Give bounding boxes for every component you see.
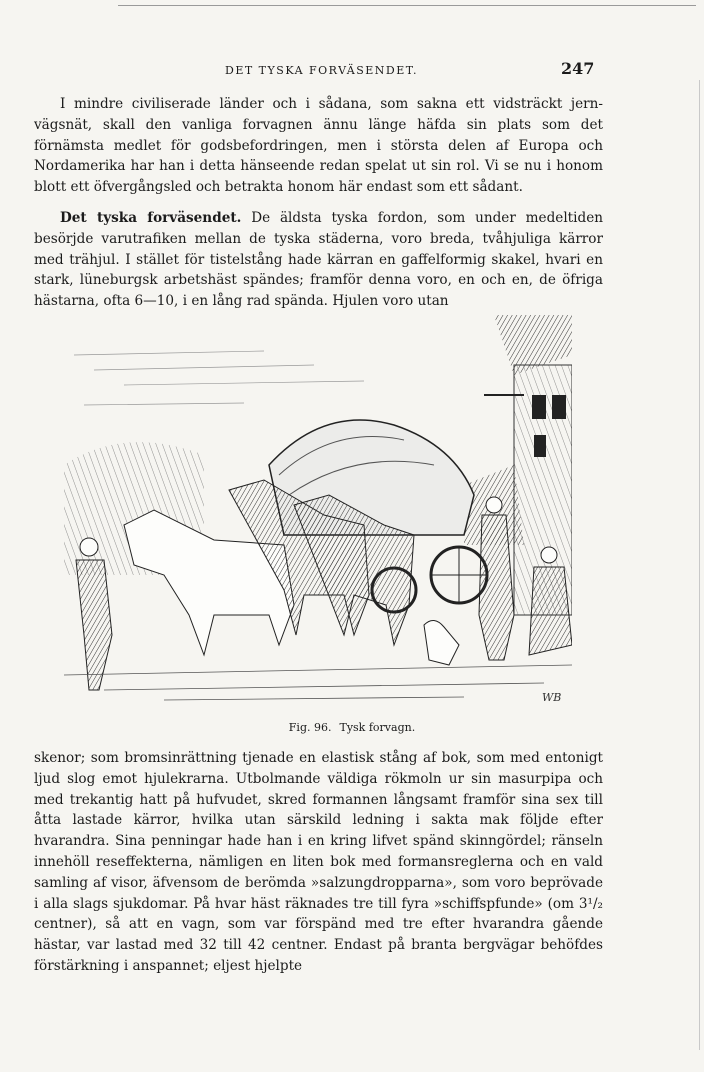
- page-edge-rule: [699, 80, 700, 1050]
- paragraph-tyska-forvasendet: [34, 208, 603, 312]
- figure-caption-text: Tysk forvagn.: [339, 721, 416, 734]
- figure-label: Fig. 96.: [288, 721, 332, 734]
- running-title: DET TYSKA FORVÄSENDET.: [225, 64, 418, 77]
- figure-caption: [0, 721, 704, 734]
- section-heading: Det tyska forväsendet.: [60, 210, 242, 226]
- top-rule: [118, 5, 696, 6]
- illustration-tysk-forvagn: [64, 315, 572, 705]
- paragraph-intro: I mindre civiliserade länder och i sådana, som sakna ett vidsträckt jern-vägsnät, skall den vanliga forvagnen ännu länge häfda sin plats som det förnämsta medlet för godsbefordringen, men i största delen af Europa och Nordamerika har han i detta hänseende redan spelat ut sin rol. Vi se nu i honom blott ett öfvergångsled och betrakta honom här endast som ett sådant.: [34, 96, 603, 196]
- paragraph-body: De äldsta tyska fordon, som under medeltiden besörjde varutrafiken mellan de tyska städerna, voro breda, tvåhjuliga kärror med trähjul. I stället för tistelstång hade kärran en gaffelformig skakel, hvari en stark, lüneburgsk arbetshäst spändes; framför denna voro, en och en, de öfriga hästarna, ofta 6—10, i en lång rad spända. Hjulen voro utan: [34, 210, 603, 310]
- paragraph-formannen: skenor; som bromsinrättning tjenade en elastisk stång af bok, som med entonigt ljud slog emot hjulekrarna. Utbolmande väldiga rökmoln ur sin masurpipa och med trekantig hatt på hufvudet, skred formannen långsamt framför sina sex till åtta lastade kärror, hvilka utan särskild ledning i sakta mak följde efter hvarandra. Sina penningar hade han i en kring lifvet spänd skinngördel; ränseln innehöll reseffekterna, nämligen en liten bok med formansreglerna och en vald samling af visor, äfvensom de berömda »salzungdropparna», som voro beprövade i alla slags sjukdomar. På hvar häst räknades tre till fyra »schiffspfunde» (om 3¹/₂ centner), så att en vagn, som var förspänd med tre efter hvarandra gående hästar, var lastad med 32 till 42 centner. Endast på branta bergvägar behöfdes förstärkning i anspannet; eljest hjelpte: [34, 750, 603, 974]
- artist-signature: WB: [542, 691, 562, 704]
- page-number: 247: [561, 59, 595, 78]
